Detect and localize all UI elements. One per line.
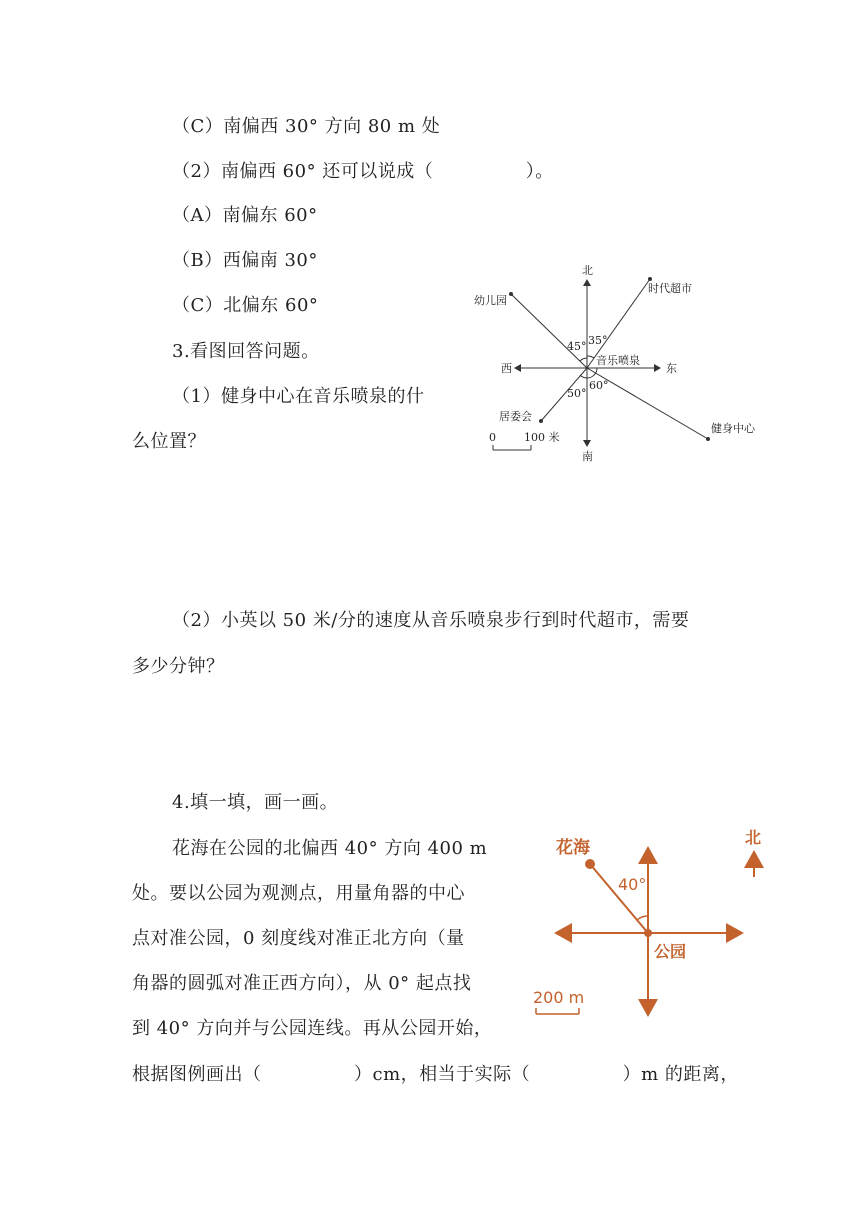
angle-arc-40 bbox=[637, 916, 648, 920]
question-3-2: （2）小英以 50 米/分的速度从音乐喷泉步行到时代超市，需要 bbox=[172, 610, 690, 631]
option-c-2: （C）南偏西 30° 方向 80 m 处 bbox=[172, 116, 441, 137]
angle-50-label: 50° bbox=[567, 387, 587, 400]
flower-sea-point bbox=[585, 859, 595, 869]
park-label: 公园 bbox=[654, 942, 687, 961]
question-2: （2）南偏西 60° 还可以说成（ ）。 bbox=[172, 161, 554, 182]
option-c: （C）北偏东 60° bbox=[172, 295, 319, 316]
question-4-text-4: 角器的圆弧对准正西方向），从 0° 起点找 bbox=[132, 973, 472, 994]
center-label: 音乐喷泉 bbox=[596, 354, 640, 367]
supermarket-label: 时代超市 bbox=[648, 282, 692, 295]
angle-40-label: 40° bbox=[618, 875, 647, 894]
question-4-text-6: 根据图例画出（ ）cm，相当于实际（ ）m 的距离， bbox=[132, 1064, 739, 1085]
compass-north-label: 北 bbox=[745, 828, 762, 847]
angle-45-label: 45° bbox=[567, 340, 587, 353]
question-4-text-2: 处。要以公园为观测点，用量角器的中心 bbox=[132, 883, 465, 904]
north-label: 北 bbox=[582, 264, 593, 277]
scale-zero-label: 0 bbox=[489, 431, 496, 444]
park-point bbox=[644, 929, 652, 937]
park-scale-label: 200 m bbox=[533, 988, 585, 1007]
south-label: 南 bbox=[582, 450, 593, 463]
question-3-1-cont: 么位置？ bbox=[132, 431, 206, 452]
question-4-text-3: 点对准公园，0 刻度线对准正北方向（量 bbox=[132, 928, 465, 949]
flower-sea-label: 花海 bbox=[556, 838, 590, 858]
fitness-label: 健身中心 bbox=[711, 422, 755, 435]
question-3-title: 3.看图回答问题。 bbox=[172, 341, 320, 362]
angle-60-label: 60° bbox=[589, 379, 609, 392]
committee-label: 居委会 bbox=[499, 410, 532, 423]
option-b: （B）西偏南 30° bbox=[172, 250, 318, 271]
question-3-1: （1）健身中心在音乐喷泉的什 bbox=[172, 386, 425, 407]
scale-value-label: 100 米 bbox=[524, 431, 560, 444]
east-label: 东 bbox=[666, 362, 677, 375]
question-4-text-5: 到 40° 方向并与公园连线。再从公园开始， bbox=[132, 1018, 493, 1039]
question-4-text-1: 花海在公园的北偏西 40° 方向 400 m bbox=[172, 838, 488, 859]
angle-35-label: 35° bbox=[588, 334, 608, 347]
question-3-2-cont: 多少分钟？ bbox=[132, 656, 225, 677]
question-4-title: 4.填一填，画一画。 bbox=[172, 792, 339, 813]
kindergarten-label: 幼儿园 bbox=[474, 294, 507, 307]
west-label: 西 bbox=[501, 362, 512, 375]
option-a: （A）南偏东 60° bbox=[172, 205, 318, 226]
